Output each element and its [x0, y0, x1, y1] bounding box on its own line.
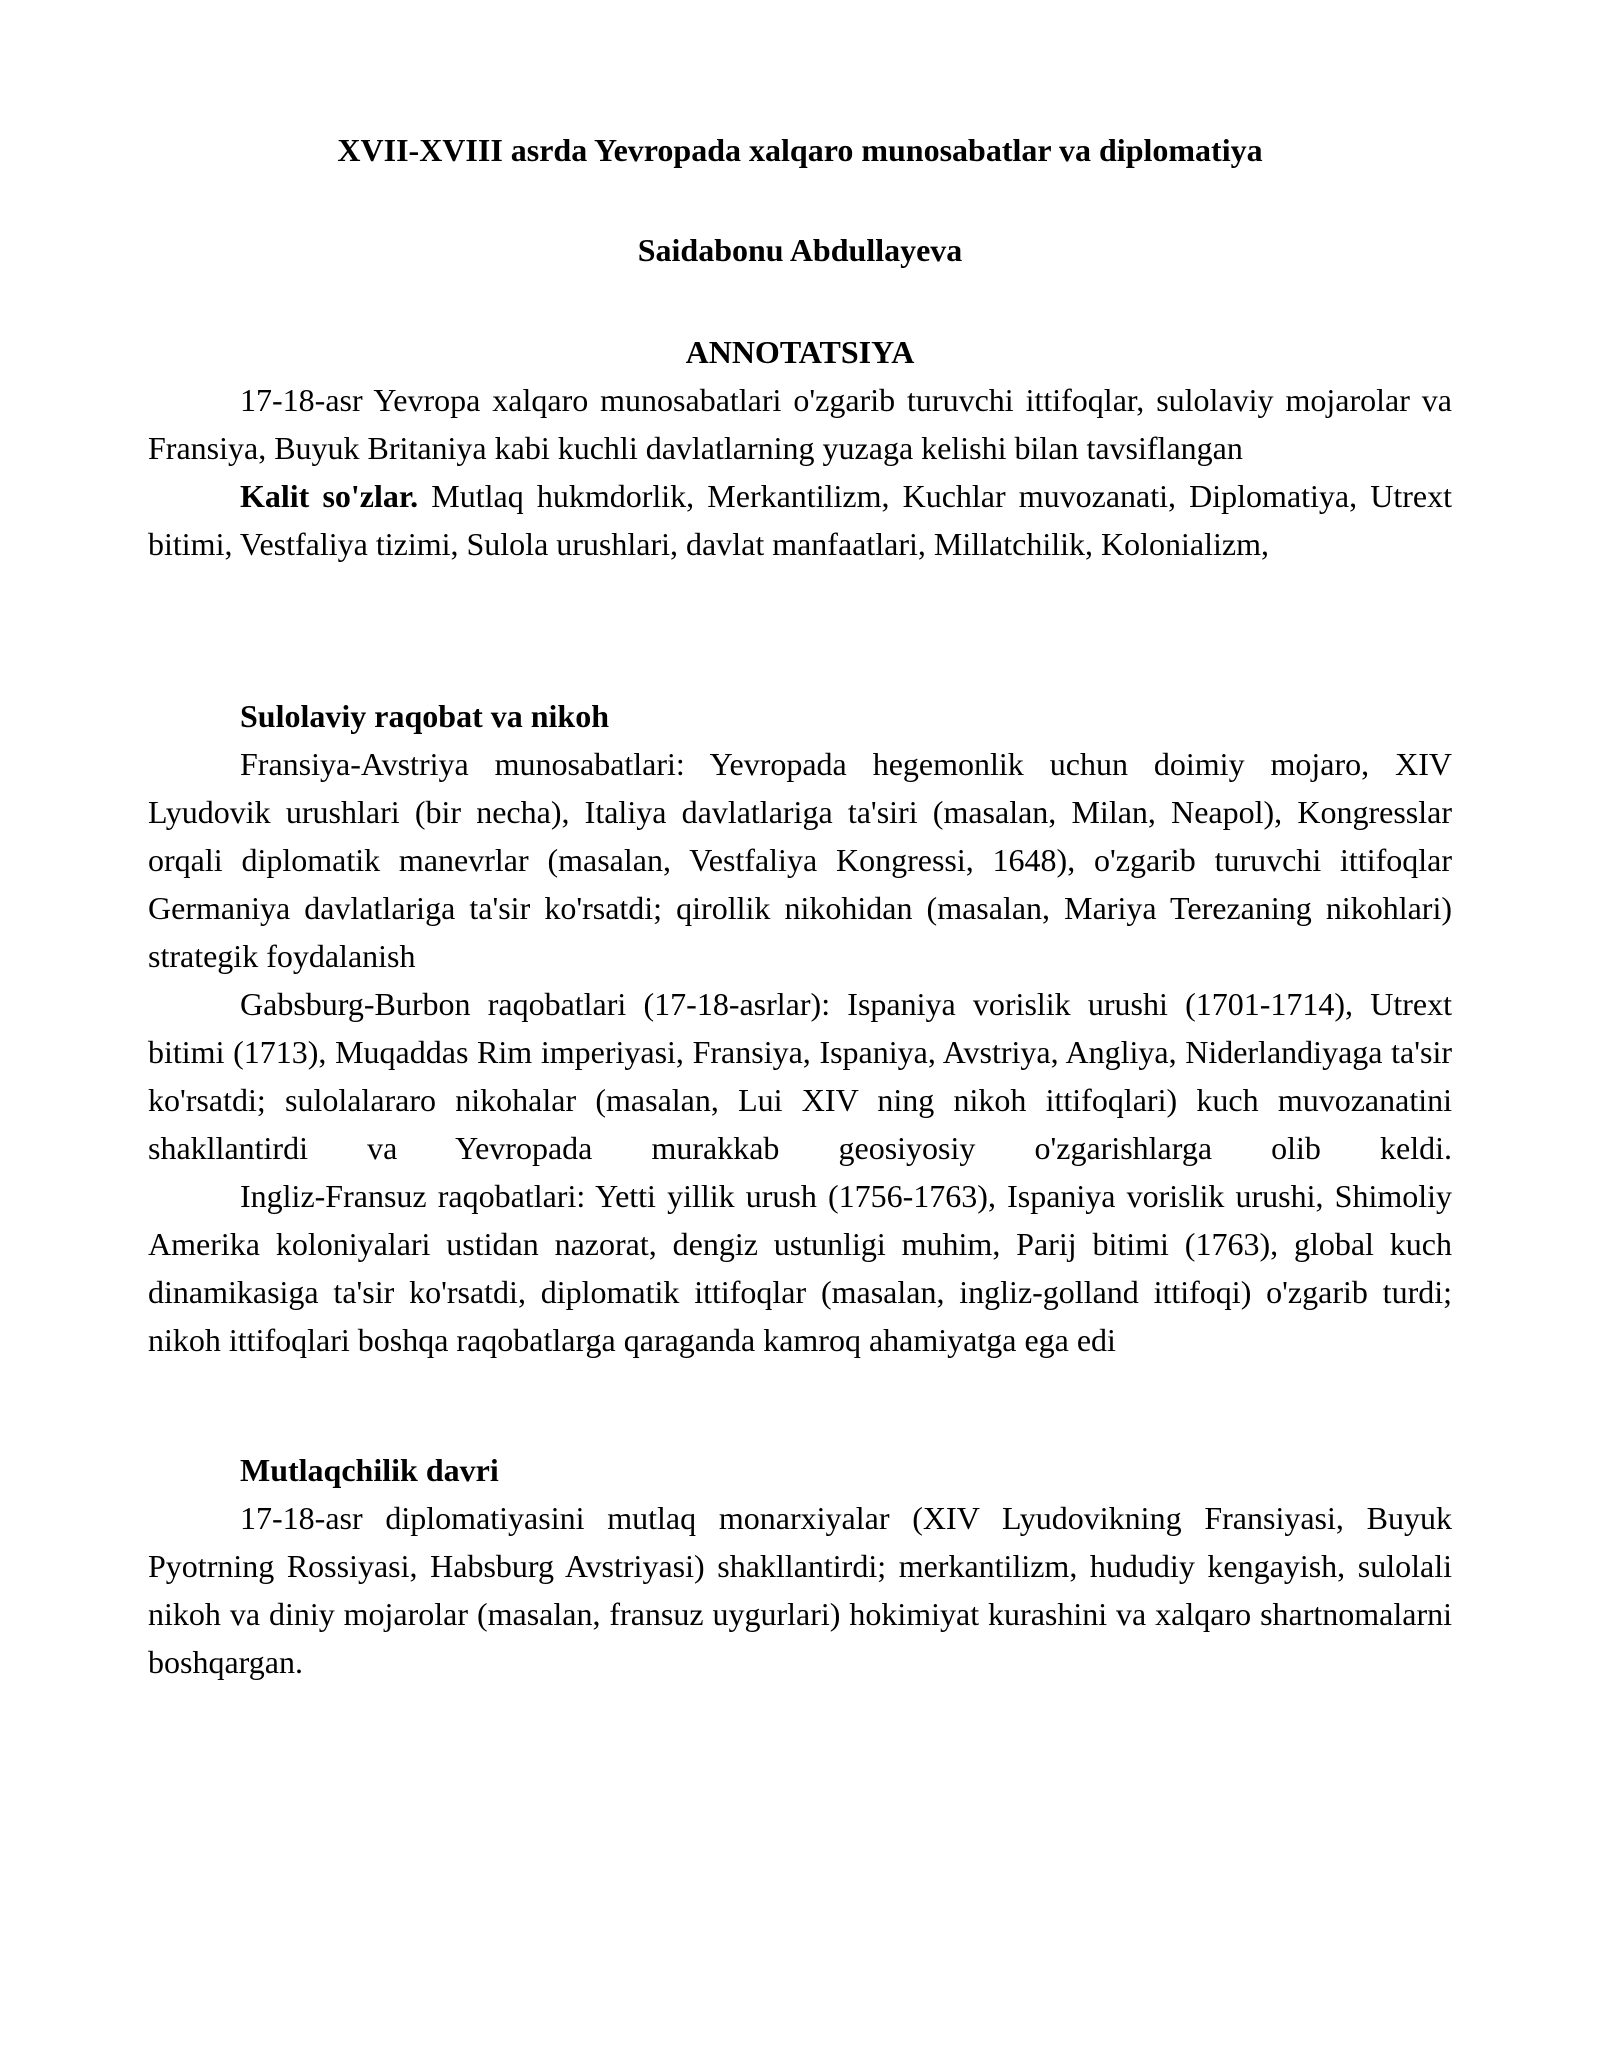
- annotation-text: 17-18-asr Yevropa xalqaro munosabatlari o'zgarib turuvchi ittifoqlar, sulolaviy mojarolar va Fransiya, Buyuk Britaniya kabi kuchli davlatlarning yuzaga kelishi bilan tavsiflangan: [148, 382, 1452, 466]
- keywords-paragraph: [148, 472, 1452, 568]
- section-paragraph-habsburg-bourbon: Gabsburg-Burbon raqobatlari (17-18-asrlar): Ispaniya vorislik urushi (1701-1714), Utrext bitimi (1713), Muqaddas Rim imperiyasi, Fransiya, Ispaniya, Avstriya, Angliya, Niderlandiyaga ta'sir ko'rsatdi; sulolalararo nikohalar (masalan, Lui XIV ning nikoh ittifoqlari) kuch muvozanatini shakllantirdi va Yevropada murakkab geosiyosiy o'zgarishlarga olib keldi.: [148, 986, 1452, 1166]
- section-paragraph-absolutism: 17-18-asr diplomatiyasini mutlaq monarxiyalar (XIV Lyudovikning Fransiyasi, Buyuk Pyotrning Rossiyasi, Habsburg Avstriyasi) shakllantirdi; merkantilizm, hududiy kengayish, sulolali nikoh va diniy mojarolar (masalan, fransuz uygurlari) hokimiyat kurashini va xalqaro shartnomalarni boshqargan.: [148, 1500, 1452, 1680]
- document-title: XVII-XVIII asrda Yevropada xalqaro munosabatlar va diplomatiya: [337, 132, 1263, 168]
- section-heading-dynastic-rivalry: Sulolaviy raqobat va nikoh: [240, 698, 609, 734]
- document-page: [148, 0, 1452, 1686]
- keywords-label: Kalit so'zlar.: [240, 478, 419, 514]
- author-name: Saidabonu Abdullayeva: [637, 232, 963, 268]
- annotation-heading: ANNOTATSIYA: [685, 334, 915, 370]
- section-paragraph-anglo-french: Ingliz-Fransuz raqobatlari: Yetti yillik urush (1756-1763), Ispaniya vorislik urushi, Shimoliy Amerika koloniyalari ustidan nazorat, dengiz ustunligi muhim, Parij bitimi (1763), global kuch dinamikasiga ta'sir ko'rsatdi, diplomatik ittifoqlar (masalan, ingliz-golland ittifoqi) o'zgarib turdi; nikoh ittifoqlari boshqa raqobatlarga qaraganda kamroq ahamiyatga ega edi: [148, 1178, 1452, 1358]
- section-heading-absolutism: Mutlaqchilik davri: [240, 1452, 499, 1488]
- section-paragraph-franco-austrian: Fransiya-Avstriya munosabatlari: Yevropada hegemonlik uchun doimiy mojaro, XIV Lyudovik urushlari (bir necha), Italiya davlatlariga ta'siri (masalan, Milan, Neapol), Kongresslar orqali diplomatik manevrlar (masalan, Vestfaliya Kongressi, 1648), o'zgarib turuvchi ittifoqlar Germaniya davlatlariga ta'sir ko'rsatdi; qirollik nikohidan (masalan, Mariya Terezaning nikohlari) strategik foydalanish: [148, 746, 1452, 974]
- keywords-text: Mutlaq hukmdorlik, Merkantilizm, Kuchlar muvozanati, Diplomatiya, Utrext bitimi, Vestfaliya tizimi, Sulola urushlari, davlat manfaatlari, Millatchilik, Kolonializm,: [148, 478, 1453, 562]
